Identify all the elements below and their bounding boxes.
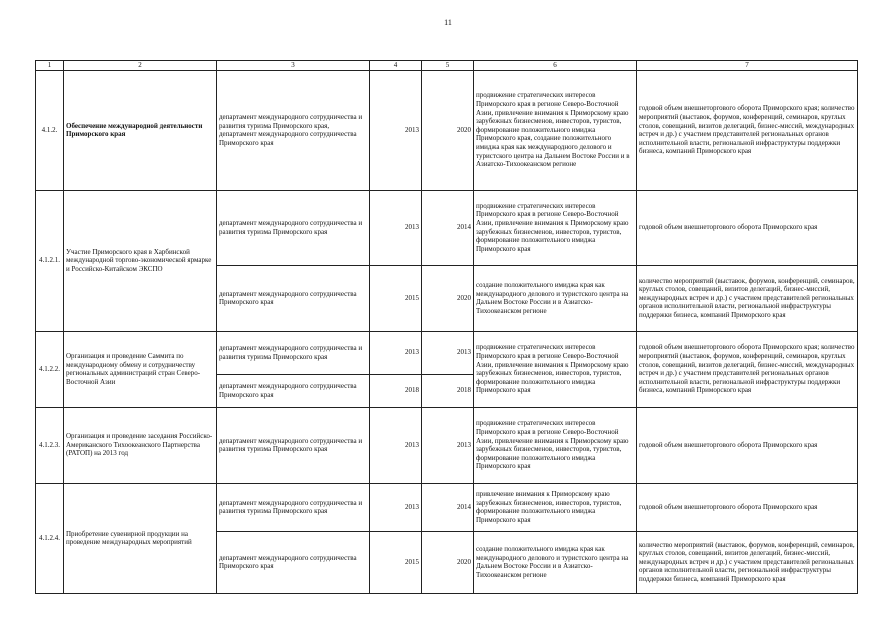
item-name: Обеспечение международной деятельности Приморского края (64, 70, 217, 190)
indicator: годовой объем внешнеторгового оборота Приморского края (637, 407, 858, 483)
end-year: 2020 (422, 265, 474, 331)
end-year: 2018 (422, 374, 474, 407)
indicator: годовой объем внешнеторгового оборота Приморского края; количество мероприятий (выставок, форумов, конференций, семинаров, круглых столов, совещаний, визитов делегаций, бизнес-миссий, международных встреч и др.) с участием представителей региональных органов исполнительной власти, региональной инфраструктуры поддержки бизнеса, компаний Приморского края (637, 331, 858, 407)
column-header-4: 4 (370, 61, 422, 71)
column-header-7: 7 (637, 61, 858, 71)
end-year: 2020 (422, 70, 474, 190)
item-name: Организация и проведение Саммита по международному обмену и сотрудничеству региональных администраций стран Северо-Восточной Азии (64, 331, 217, 407)
end-year: 2020 (422, 531, 474, 593)
start-year: 2015 (370, 531, 422, 593)
responsible-executor: департамент международного сотрудничества и развития туризма Приморского края (217, 331, 370, 374)
start-year: 2015 (370, 265, 422, 331)
table-row (36, 70, 858, 190)
indicator: количество мероприятий (выставок, форумов, конференций, семинаров, круглых столов, совещаний, визитов делегаций, бизнес-миссий, международных встреч и др.) с участием представителей региональных органов исполнительной власти, региональной инфраструктуры поддержки бизнеса, компаний Приморского края (637, 265, 858, 331)
column-header-2: 2 (64, 61, 217, 71)
item-code: 4.1.2.3. (36, 407, 64, 483)
expected-result: продвижение стратегических интересов Приморского края в регионе Северо-Восточной Азии, привлечение внимания к Приморскому краю зарубежных бизнесменов, инвесторов, туристов, формирование положительного имиджа Приморского края (474, 331, 637, 407)
start-year: 2018 (370, 374, 422, 407)
expected-result: создание положительного имиджа края как международного делового и туристского центра на Дальнем Востоке России и в Азиатско-Тихоокеанском регионе (474, 531, 637, 593)
column-header-3: 3 (217, 61, 370, 71)
responsible-executor: департамент международного сотрудничества Приморского края (217, 374, 370, 407)
responsible-executor: департамент международного сотрудничества и развития туризма Приморского края, департамент международного сотрудничества Приморского края (217, 70, 370, 190)
expected-result: продвижение стратегических интересов Приморского края в регионе Северо-Восточной Азии, привлечение внимания к Приморскому краю зарубежных бизнесменов, инвесторов, туристов, формирование положительного имиджа Приморского края (474, 190, 637, 265)
responsible-executor: департамент международного сотрудничества Приморского края (217, 265, 370, 331)
start-year: 2013 (370, 483, 422, 531)
responsible-executor: департамент международного сотрудничества и развития туризма Приморского края (217, 483, 370, 531)
indicator: годовой объем внешнеторгового оборота Приморского края (637, 190, 858, 265)
end-year: 2014 (422, 483, 474, 531)
expected-result: привлечение внимания к Приморскому краю зарубежных бизнесменов, инвесторов, туристов, формирование положительного имиджа Приморского края (474, 483, 637, 531)
end-year: 2014 (422, 190, 474, 265)
page-number: 11 (444, 18, 452, 27)
table-row (36, 407, 858, 483)
item-name: Приобретение сувенирной продукции на проведение международных мероприятий (64, 483, 217, 593)
item-code: 4.1.2.2. (36, 331, 64, 407)
start-year: 2013 (370, 407, 422, 483)
table-row (36, 190, 858, 265)
responsible-executor: департамент международного сотрудничества и развития туризма Приморского края (217, 407, 370, 483)
header-row (36, 61, 858, 71)
column-header-6: 6 (474, 61, 637, 71)
item-name: Организация и проведение заседания Российско-Американского Тихоокеанского Партнерства (РАТОП) на 2013 год (64, 407, 217, 483)
expected-result: продвижение стратегических интересов Приморского края в регионе Северо-Восточной Азии, привлечение внимания к Приморскому краю зарубежных бизнесменов, инвесторов, туристов, формирование положительного имиджа Приморского края, создание положительного имиджа края как международного делового и туристского центра на Дальнем Востоке России и в Азиатско-Тихоокеанском регионе (474, 70, 637, 190)
table-row (36, 331, 858, 374)
indicator: годовой объем внешнеторгового оборота Приморского края; количество мероприятий (выставок, форумов, конференций, семинаров, круглых столов, совещаний, визитов делегаций, бизнес-миссий, международных встреч и др.) с участием представителей региональных органов исполнительной власти, региональной инфраструктуры поддержки бизнеса, компаний Приморского края (637, 70, 858, 190)
expected-result: создание положительного имиджа края как международного делового и туристского центра на Дальнем Востоке России и в Азиатско-Тихоокеанском регионе (474, 265, 637, 331)
indicator: годовой объем внешнеторгового оборота Приморского края (637, 483, 858, 531)
end-year: 2013 (422, 331, 474, 374)
column-header-1: 1 (36, 61, 64, 71)
item-code: 4.1.2.1. (36, 190, 64, 331)
column-header-5: 5 (422, 61, 474, 71)
expected-result: продвижение стратегических интересов Приморского края в регионе Северо-Восточной Азии, привлечение внимания к Приморскому краю зарубежных бизнесменов, инвесторов, туристов, формирование положительного имиджа Приморского края (474, 407, 637, 483)
indicator: количество мероприятий (выставок, форумов, конференций, семинаров, круглых столов, совещаний, визитов делегаций, бизнес-миссий, международных встреч и др.) с участием представителей региональных органов исполнительной власти, региональной инфраструктуры поддержки бизнеса, компаний Приморского края (637, 531, 858, 593)
start-year: 2013 (370, 190, 422, 265)
responsible-executor: департамент международного сотрудничества Приморского края (217, 531, 370, 593)
item-name: Участие Приморского края в Харбинской международной торгово-экономической ярмарке и Российско-Китайском ЭКСПО (64, 190, 217, 331)
table-row (36, 483, 858, 531)
end-year: 2013 (422, 407, 474, 483)
item-code: 4.1.2. (36, 70, 64, 190)
start-year: 2013 (370, 70, 422, 190)
item-code: 4.1.2.4. (36, 483, 64, 593)
program-table (35, 60, 858, 594)
responsible-executor: департамент международного сотрудничества и развития туризма Приморского края (217, 190, 370, 265)
start-year: 2013 (370, 331, 422, 374)
